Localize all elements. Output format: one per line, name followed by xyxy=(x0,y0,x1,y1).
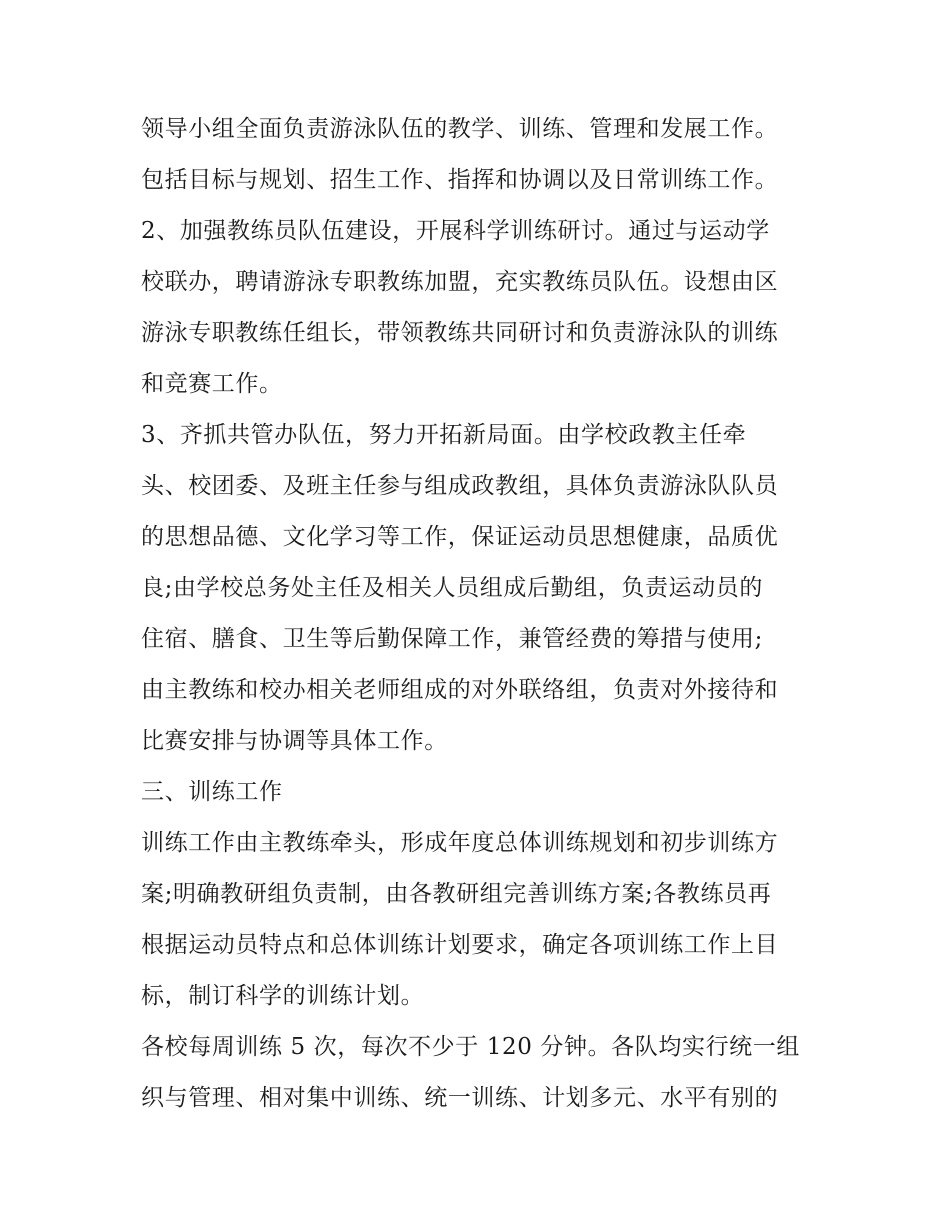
text-line: 织与管理、相对集中训练、统一训练、计划多元、水平有别的 xyxy=(141,1085,779,1111)
text-line: 3、齐抓共管办队伍，努力开拓新局面。由学校政教主任牵 xyxy=(141,422,747,448)
text-line: 的思想品德、文化学习等工作，保证运动员思想健康，品质优 xyxy=(141,524,779,550)
text-line: 案;明确教研组负责制，由各教研组完善训练方案;各教练员再 xyxy=(141,881,772,907)
text-line: 领导小组全面负责游泳队伍的教学、训练、管理和发展工作。 xyxy=(141,116,779,142)
text-line: 各校每周训练 5 次，每次不少于 120 分钟。各队均实行统一组 xyxy=(141,1034,800,1060)
text-line: 和竞赛工作。 xyxy=(141,371,283,397)
document-body xyxy=(141,104,821,1124)
text-line: 训练工作由主教练牵头，形成年度总体训练规划和初步训练方 xyxy=(141,830,779,856)
text-line: 标，制订科学的训练计划。 xyxy=(141,983,425,1009)
text-line: 包括目标与规划、招生工作、指挥和协调以及日常训练工作。 xyxy=(141,167,779,193)
text-line: 比赛安排与协调等具体工作。 xyxy=(141,728,448,754)
text-line: 住宿、膳食、卫生等后勤保障工作，兼管经费的筹措与使用; xyxy=(141,626,763,652)
text-line: 2、加强教练员队伍建设，开展科学训练研讨。通过与运动学 xyxy=(141,218,770,244)
text-line: 由主教练和校办相关老师组成的对外联络组，负责对外接待和 xyxy=(141,677,779,703)
section-heading: 三、训练工作 xyxy=(141,779,283,805)
text-line: 良;由学校总务处主任及相关人员组成后勤组，负责运动员的 xyxy=(141,575,763,601)
text-line: 头、校团委、及班主任参与组成政教组，具体负责游泳队队员 xyxy=(141,473,779,499)
text-line: 游泳专职教练任组长，带领教练共同研讨和负责游泳队的训练 xyxy=(141,320,779,346)
text-line: 校联办，聘请游泳专职教练加盟，充实教练员队伍。设想由区 xyxy=(141,269,779,295)
text-line: 根据运动员特点和总体训练计划要求，确定各项训练工作上目 xyxy=(141,932,779,958)
